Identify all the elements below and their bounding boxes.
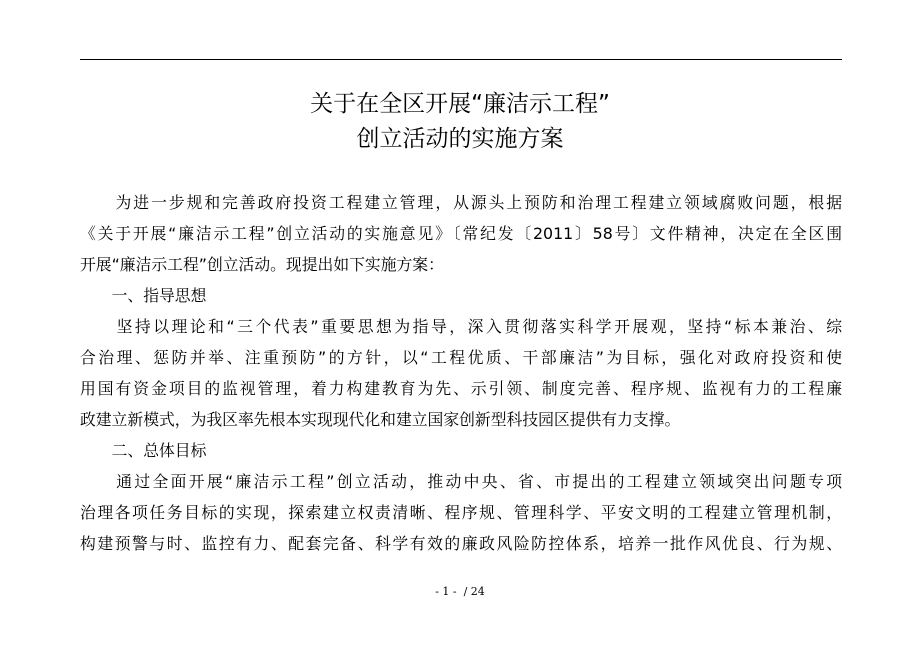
document-title-line-2: 创立活动的实施方案 xyxy=(356,126,564,152)
paragraph-line: 为进一步规和完善政府投资工程建立管理，从源头上预防和治理工程建立领域腐败问题，根据 xyxy=(80,193,842,212)
section-heading: 一、指导思想 xyxy=(80,286,207,305)
header-rule xyxy=(80,59,842,60)
paragraph-line: 《关于开展“廉洁示工程”创立活动的实施意见》〔常纪发〔2011〕58号〕文件精神，决定在全区围 xyxy=(80,224,842,243)
paragraph-line: 构建预警与时、监控有力、配套完备、科学有效的廉政风险防控体系，培养一批作风优良、行为规、 xyxy=(80,534,842,553)
paragraph-line: 用国有资金项目的监视管理，着力构建教育为先、示引领、制度完善、程序规、监视有力的工程廉 xyxy=(80,379,842,398)
section-heading: 二、总体目标 xyxy=(80,441,207,460)
paragraph-line: 合治理、惩防并举、注重预防”的方针，以“工程优质、干部廉洁”为目标，强化对政府投资和使 xyxy=(80,348,842,367)
page-number-footer: - 1 - / 24 xyxy=(435,585,485,598)
document-title-line-1: 关于在全区开展“廉洁示工程” xyxy=(310,91,610,117)
paragraph-line: 政建立新模式，为我区率先根本实现现代化和建立国家创新型科技园区提供有力支撑。 xyxy=(80,410,681,429)
paragraph-line: 通过全面开展“廉洁示工程”创立活动，推动中央、省、市提出的工程建立领域突出问题专项 xyxy=(80,472,842,491)
paragraph-line: 治理各项任务目标的实现，探索建立权责清晰、程序规、管理科学、平安文明的工程建立管理机制， xyxy=(80,503,842,522)
paragraph-line: 坚持以理论和“三个代表”重要思想为指导，深入贯彻落实科学开展观，坚持“标本兼治、综 xyxy=(80,317,842,336)
paragraph-line: 开展“廉洁示工程”创立活动。现提出如下实施方案： xyxy=(80,255,444,274)
